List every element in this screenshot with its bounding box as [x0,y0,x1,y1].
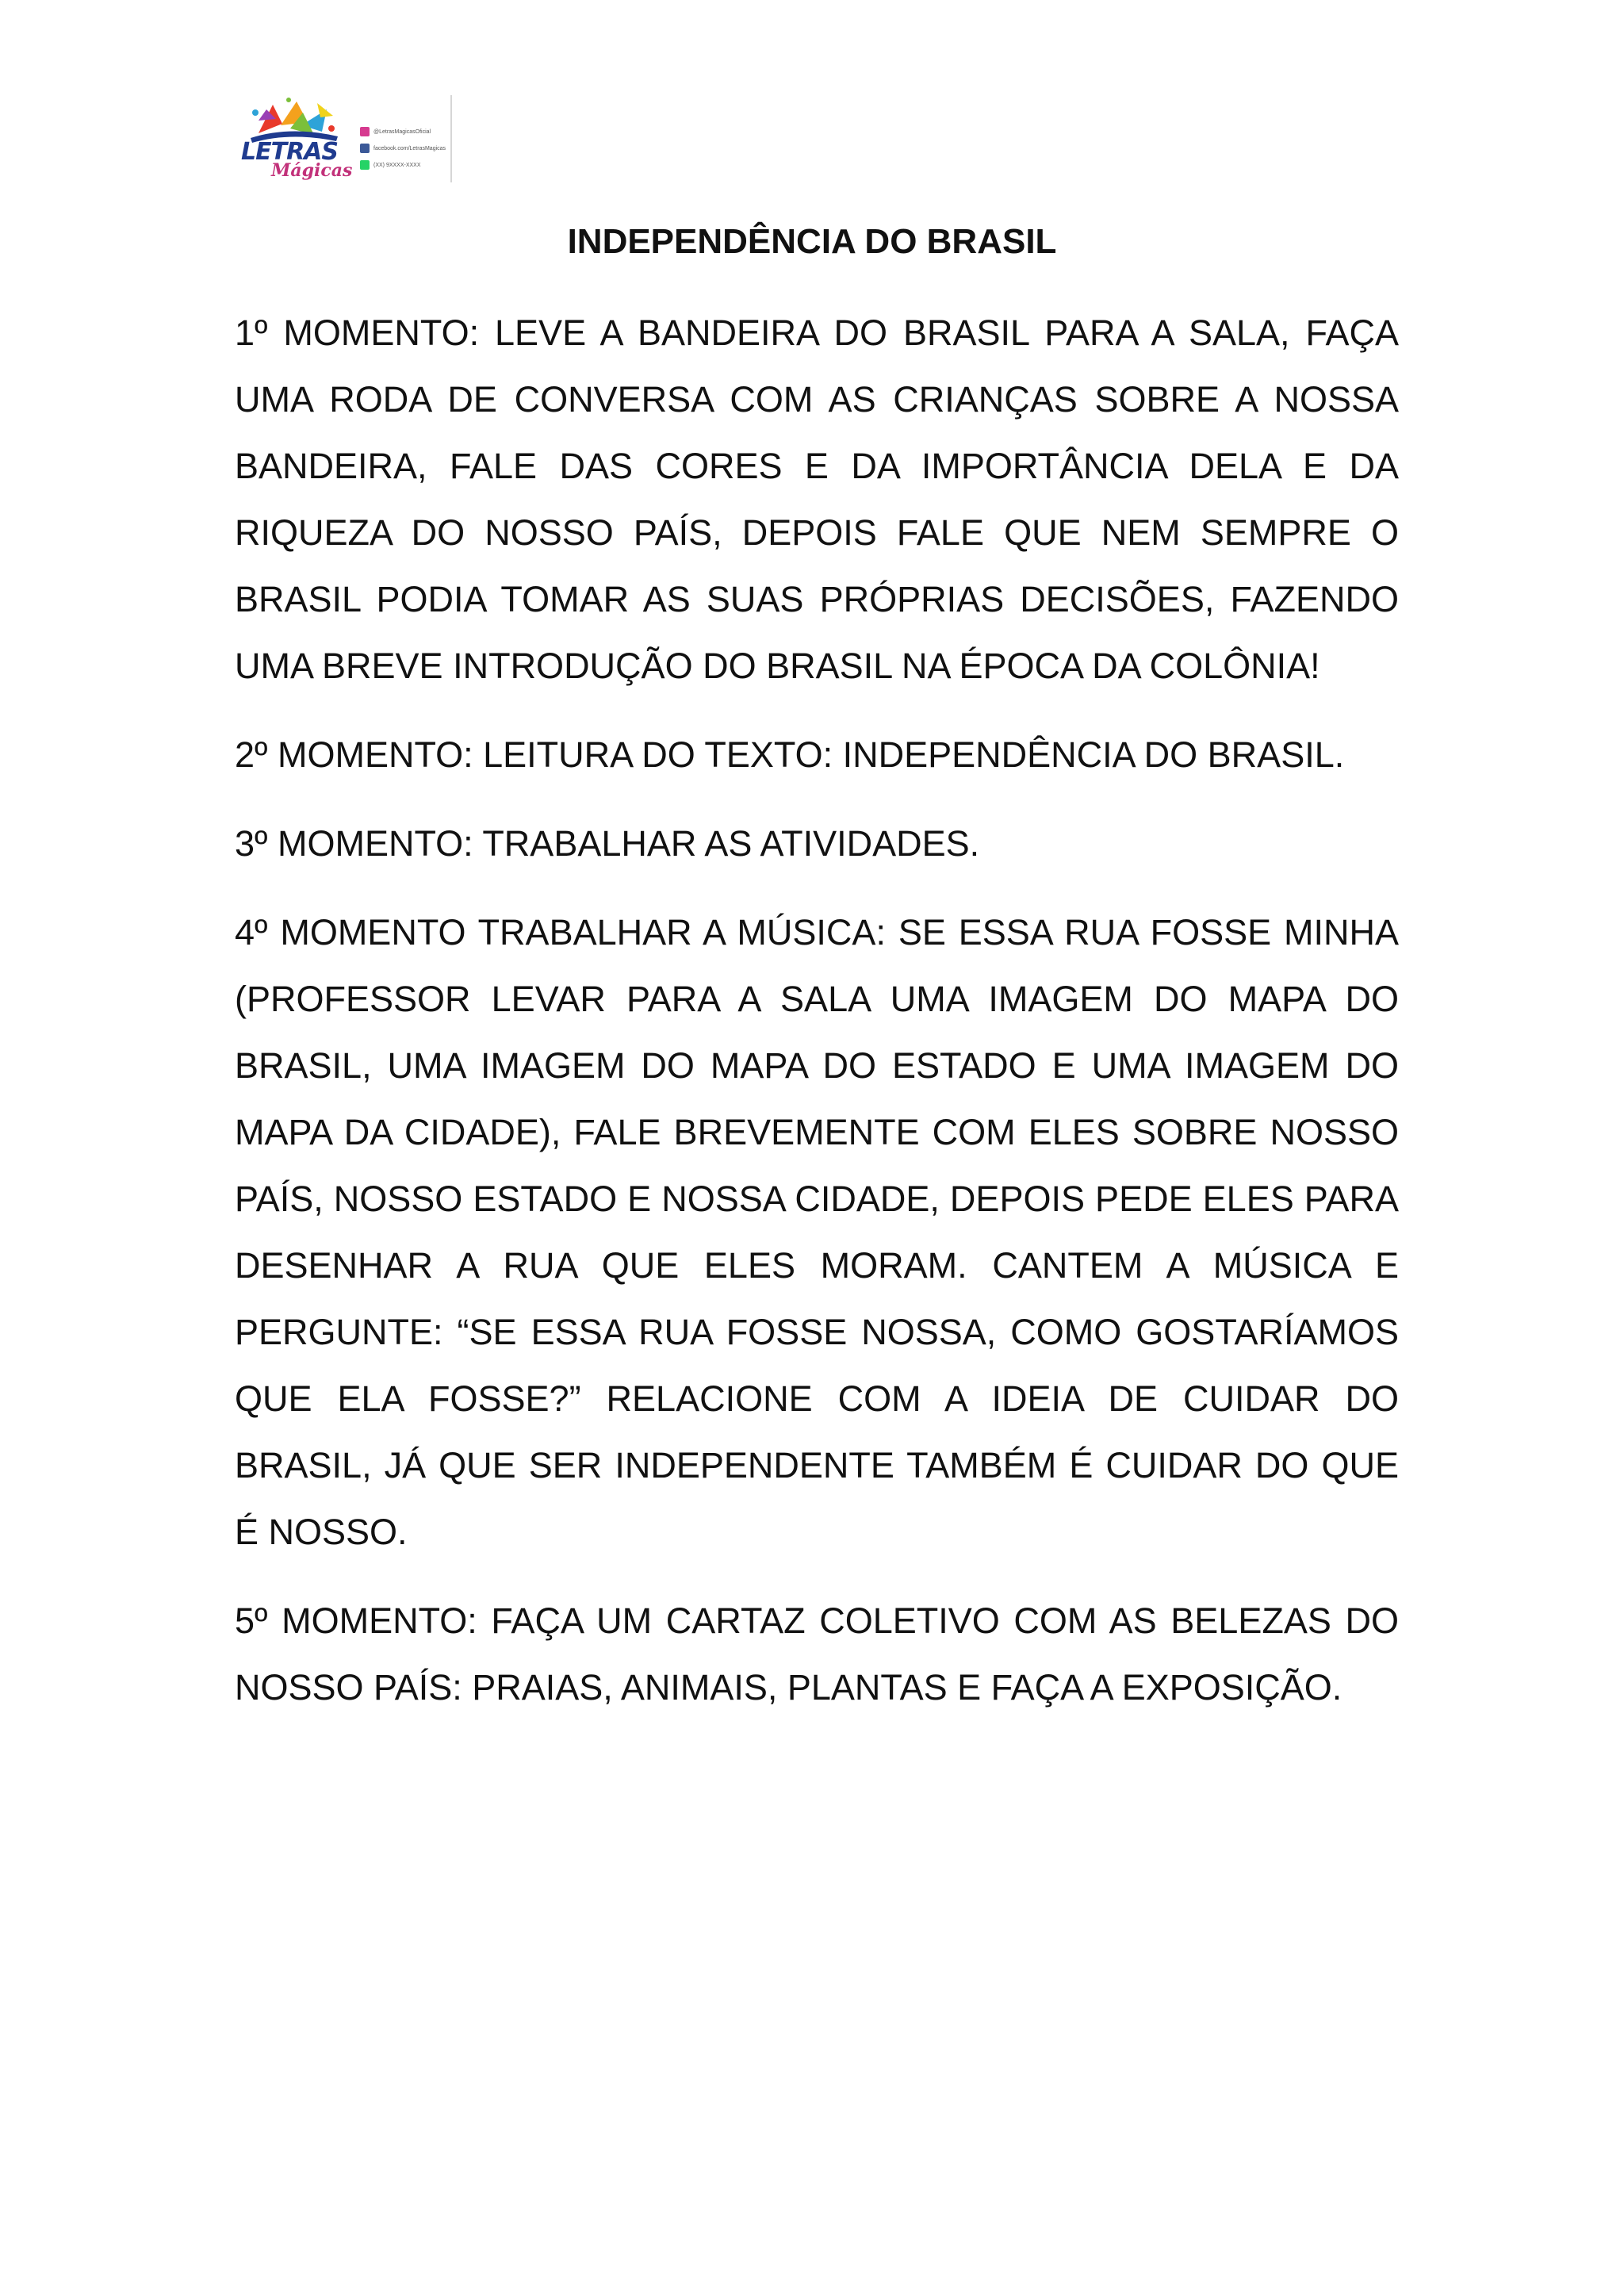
facebook-icon [360,144,370,153]
social-facebook-text: facebook.com/LetrasMagicas [373,145,446,151]
logo-text: LETRAS [241,138,338,166]
paragraph-moment-4: 4º MOMENTO TRABALHAR A MÚSICA: SE ESSA RUA FOSSE MINHA (PROFESSOR LEVAR PARA A SALA UMA IMAGEM DO MAPA DO BRASIL, UMA IMAGEM DO MAPA DO ESTADO E UMA IMAGEM DO MAPA DA CIDADE), FALE BREVEMENTE COM ELES SOBRE NOSSO PAÍS, NOSSO ESTADO E NOSSA CIDADE, DEPOIS PEDE ELES PARA DESENHAR A RUA QUE ELES MORAM. CANTEM A MÚSICA E PERGUNTE: “SE ESSA RUA FOSSE NOSSA, COMO GOSTARÍAMOS QUE ELA FOSSE?” RELACIONE COM A IDEIA DE CUIDAR DO BRASIL, JÁ QUE SER INDEPENDENTE TAMBÉM É CUIDAR DO QUE É NOSSO. [235,912,1399,1552]
header-logo-block [235,94,465,187]
whatsapp-icon [360,160,370,170]
social-row-instagram [360,125,455,138]
header-divider [450,95,452,182]
paragraph-moment-2: 2º MOMENTO: LEITURA DO TEXTO: INDEPENDÊNCIA DO BRASIL. [235,734,1345,775]
social-whatsapp-text: (XX) 9XXXX-XXXX [373,162,421,168]
page-title: INDEPENDÊNCIA DO BRASIL [567,222,1057,261]
logo-script-text: Mágicas [271,160,353,181]
paragraph-moment-5: 5º MOMENTO: FAÇA UM CARTAZ COLETIVO COM AS BELEZAS DO NOSSO PAÍS: PRAIAS, ANIMAIS, PLANTAS E FAÇA A EXPOSIÇÃO. [235,1600,1399,1708]
document-body [235,300,1399,1743]
social-row-whatsapp [360,159,455,171]
social-row-facebook [360,142,455,155]
instagram-icon [360,127,370,136]
social-links [360,125,455,175]
social-instagram-text: @LetrasMagicasOficial [373,128,431,135]
paragraph-moment-1: 1º MOMENTO: LEVE A BANDEIRA DO BRASIL PARA A SALA, FAÇA UMA RODA DE CONVERSA COM AS CRIANÇAS SOBRE A NOSSA BANDEIRA, FALE DAS CORES E DA IMPORTÂNCIA DELA E DA RIQUEZA DO NOSSO PAÍS, DEPOIS FALE QUE NEM SEMPRE O BRASIL PODIA TOMAR AS SUAS PRÓPRIAS DECISÕES, FAZENDO UMA BREVE INTRODUÇÃO DO BRASIL NA ÉPOCA DA COLÔNIA! [235,312,1399,686]
paragraph-moment-3: 3º MOMENTO: TRABALHAR AS ATIVIDADES. [235,823,980,864]
